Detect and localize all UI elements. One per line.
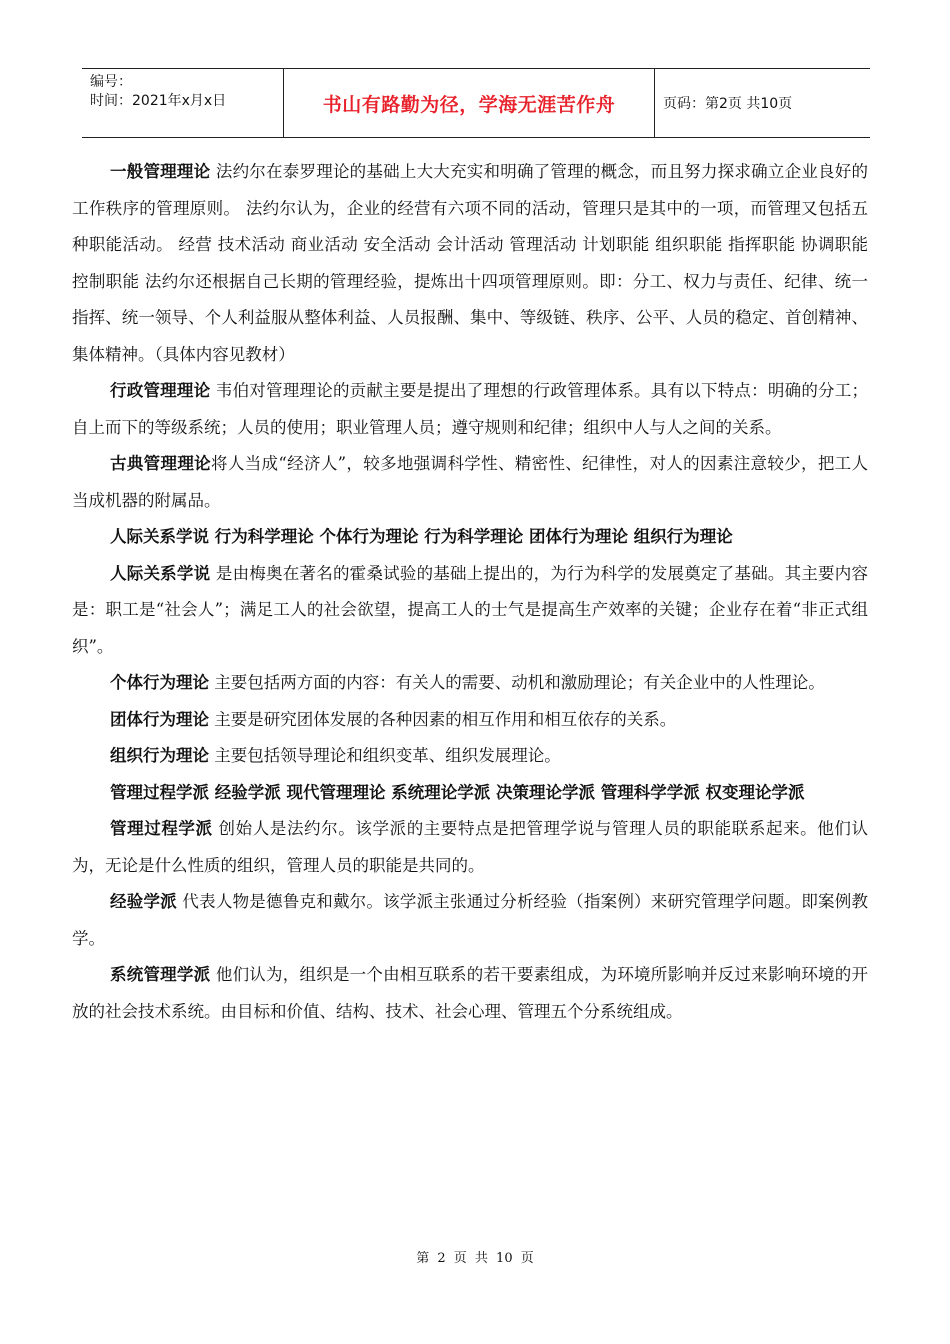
paragraph-term: 组织行为理论 (110, 746, 209, 765)
paragraph (72, 738, 868, 775)
paragraph-term: 团体行为理论 (110, 709, 209, 729)
page-footer: 第 2 页 共 10 页 (416, 1251, 534, 1266)
paragraph-term: 管理过程学派 经验学派 现代管理理论 系统理论学派 决策理论学派 管理科学学派 权变理论学派 (110, 782, 805, 802)
heading-line (72, 519, 868, 556)
paragraph (72, 665, 868, 702)
paragraph (72, 154, 868, 373)
paragraph-term: 经验学派 (110, 892, 177, 911)
paragraph (72, 884, 868, 957)
paragraph-term: 个体行为理论 (110, 673, 209, 692)
paragraph (72, 446, 868, 519)
paragraph-text: 将人当成“经济人”，较多地强调科学性、精密性、纪律性，对人的因素注意较少，把工人当成机器的附属品。 (72, 454, 869, 510)
paragraph-text: 是由梅奥在著名的霍桑试验的基础上提出的，为行为科学的发展奠定了基础。其主要内容是：职工是“社会人”；满足工人的社会欲望，提高工人的士气是提高生产效率的关键；企业存在着“非正式组织”。 (72, 563, 869, 656)
paragraph-text: 主要包括领导理论和组织变革、组织发展理论。 (209, 746, 561, 765)
motto: 书山有路勤为径，学海无涯苦作舟 (322, 93, 616, 116)
heading-line (72, 775, 868, 812)
paragraph-term: 行政管理理论 (110, 381, 211, 400)
paragraph-term: 人际关系学说 (110, 563, 211, 583)
paragraph-term: 管理过程学派 (110, 819, 213, 838)
header-meta (82, 69, 284, 137)
paragraph-term: 人际关系学说 行为科学理论 个体行为理论 行为科学理论 团体行为理论 组织行为理论 (110, 527, 733, 546)
paragraph-text: 主要是研究团体发展的各种因素的相互作用和相互依存的关系。 (209, 709, 677, 729)
number-label: 编号： (90, 74, 132, 90)
paragraph (72, 556, 868, 666)
paragraph-text: 代表人物是德鲁克和戴尔。该学派主张通过分析经验（指案例）来研究管理学问题。即案例教学。 (72, 892, 869, 948)
paragraph-text: 韦伯对管理理论的贡献主要是提出了理想的行政管理体系。具有以下特点：明确的分工；自上而下的等级系统；人员的使用；职业管理人员；遵守规则和纪律；组织中人与人之间的关系。 (72, 381, 869, 437)
paragraph (72, 373, 868, 446)
paragraph-term: 一般管理理论 (110, 162, 211, 181)
document-body (72, 154, 868, 1030)
paragraph-term: 古典管理理论 (110, 454, 212, 473)
time-label: 时间：2021年x月x日 (90, 93, 227, 109)
paragraph-text: 创始人是法约尔。该学派的主要特点是把管理学说与管理人员的职能联系起来。他们认为，无论是什么性质的组织，管理人员的职能是共同的。 (72, 819, 869, 875)
paragraph (72, 702, 868, 739)
header-page-info (655, 69, 870, 137)
paragraph-text: 主要包括两方面的内容：有关人的需要、动机和激励理论；有关企业中的人性理论。 (209, 673, 825, 692)
paragraph-term: 系统管理学派 (110, 965, 211, 984)
paragraph-text: 他们认为，组织是一个由相互联系的若干要素组成，为环境所影响并反过来影响环境的开放的社会技术系统。由目标和价值、结构、技术、社会心理、管理五个分系统组成。 (72, 965, 869, 1021)
page-header (82, 68, 870, 138)
page-info: 页码：第2页 共10页 (663, 96, 793, 112)
paragraph (72, 811, 868, 884)
paragraph (72, 957, 868, 1030)
paragraph-text: 法约尔在泰罗理论的基础上大大充实和明确了管理的概念，而且努力探求确立企业良好的工作秩序的管理原则。 法约尔认为，企业的经营有六项不同的活动，管理只是其中的一项，而管理又包括五种职能活动。 经营 技术活动 商业活动 安全活动 会计活动 管理活动 计划职能 组织职能 指挥职能 协调职能 控制职能 法约尔还根据自己长期的管理经验，提炼出十四项管理原则。即：分工、权力与责任、纪律、统一指挥、统一领导、个人利益服从整体利益、人员报酬、集中、等级链、秩序、公平、人员的稳定、首创精神、集体精神。（具体内容见教材） (72, 162, 869, 364)
header-motto-cell (284, 69, 655, 137)
